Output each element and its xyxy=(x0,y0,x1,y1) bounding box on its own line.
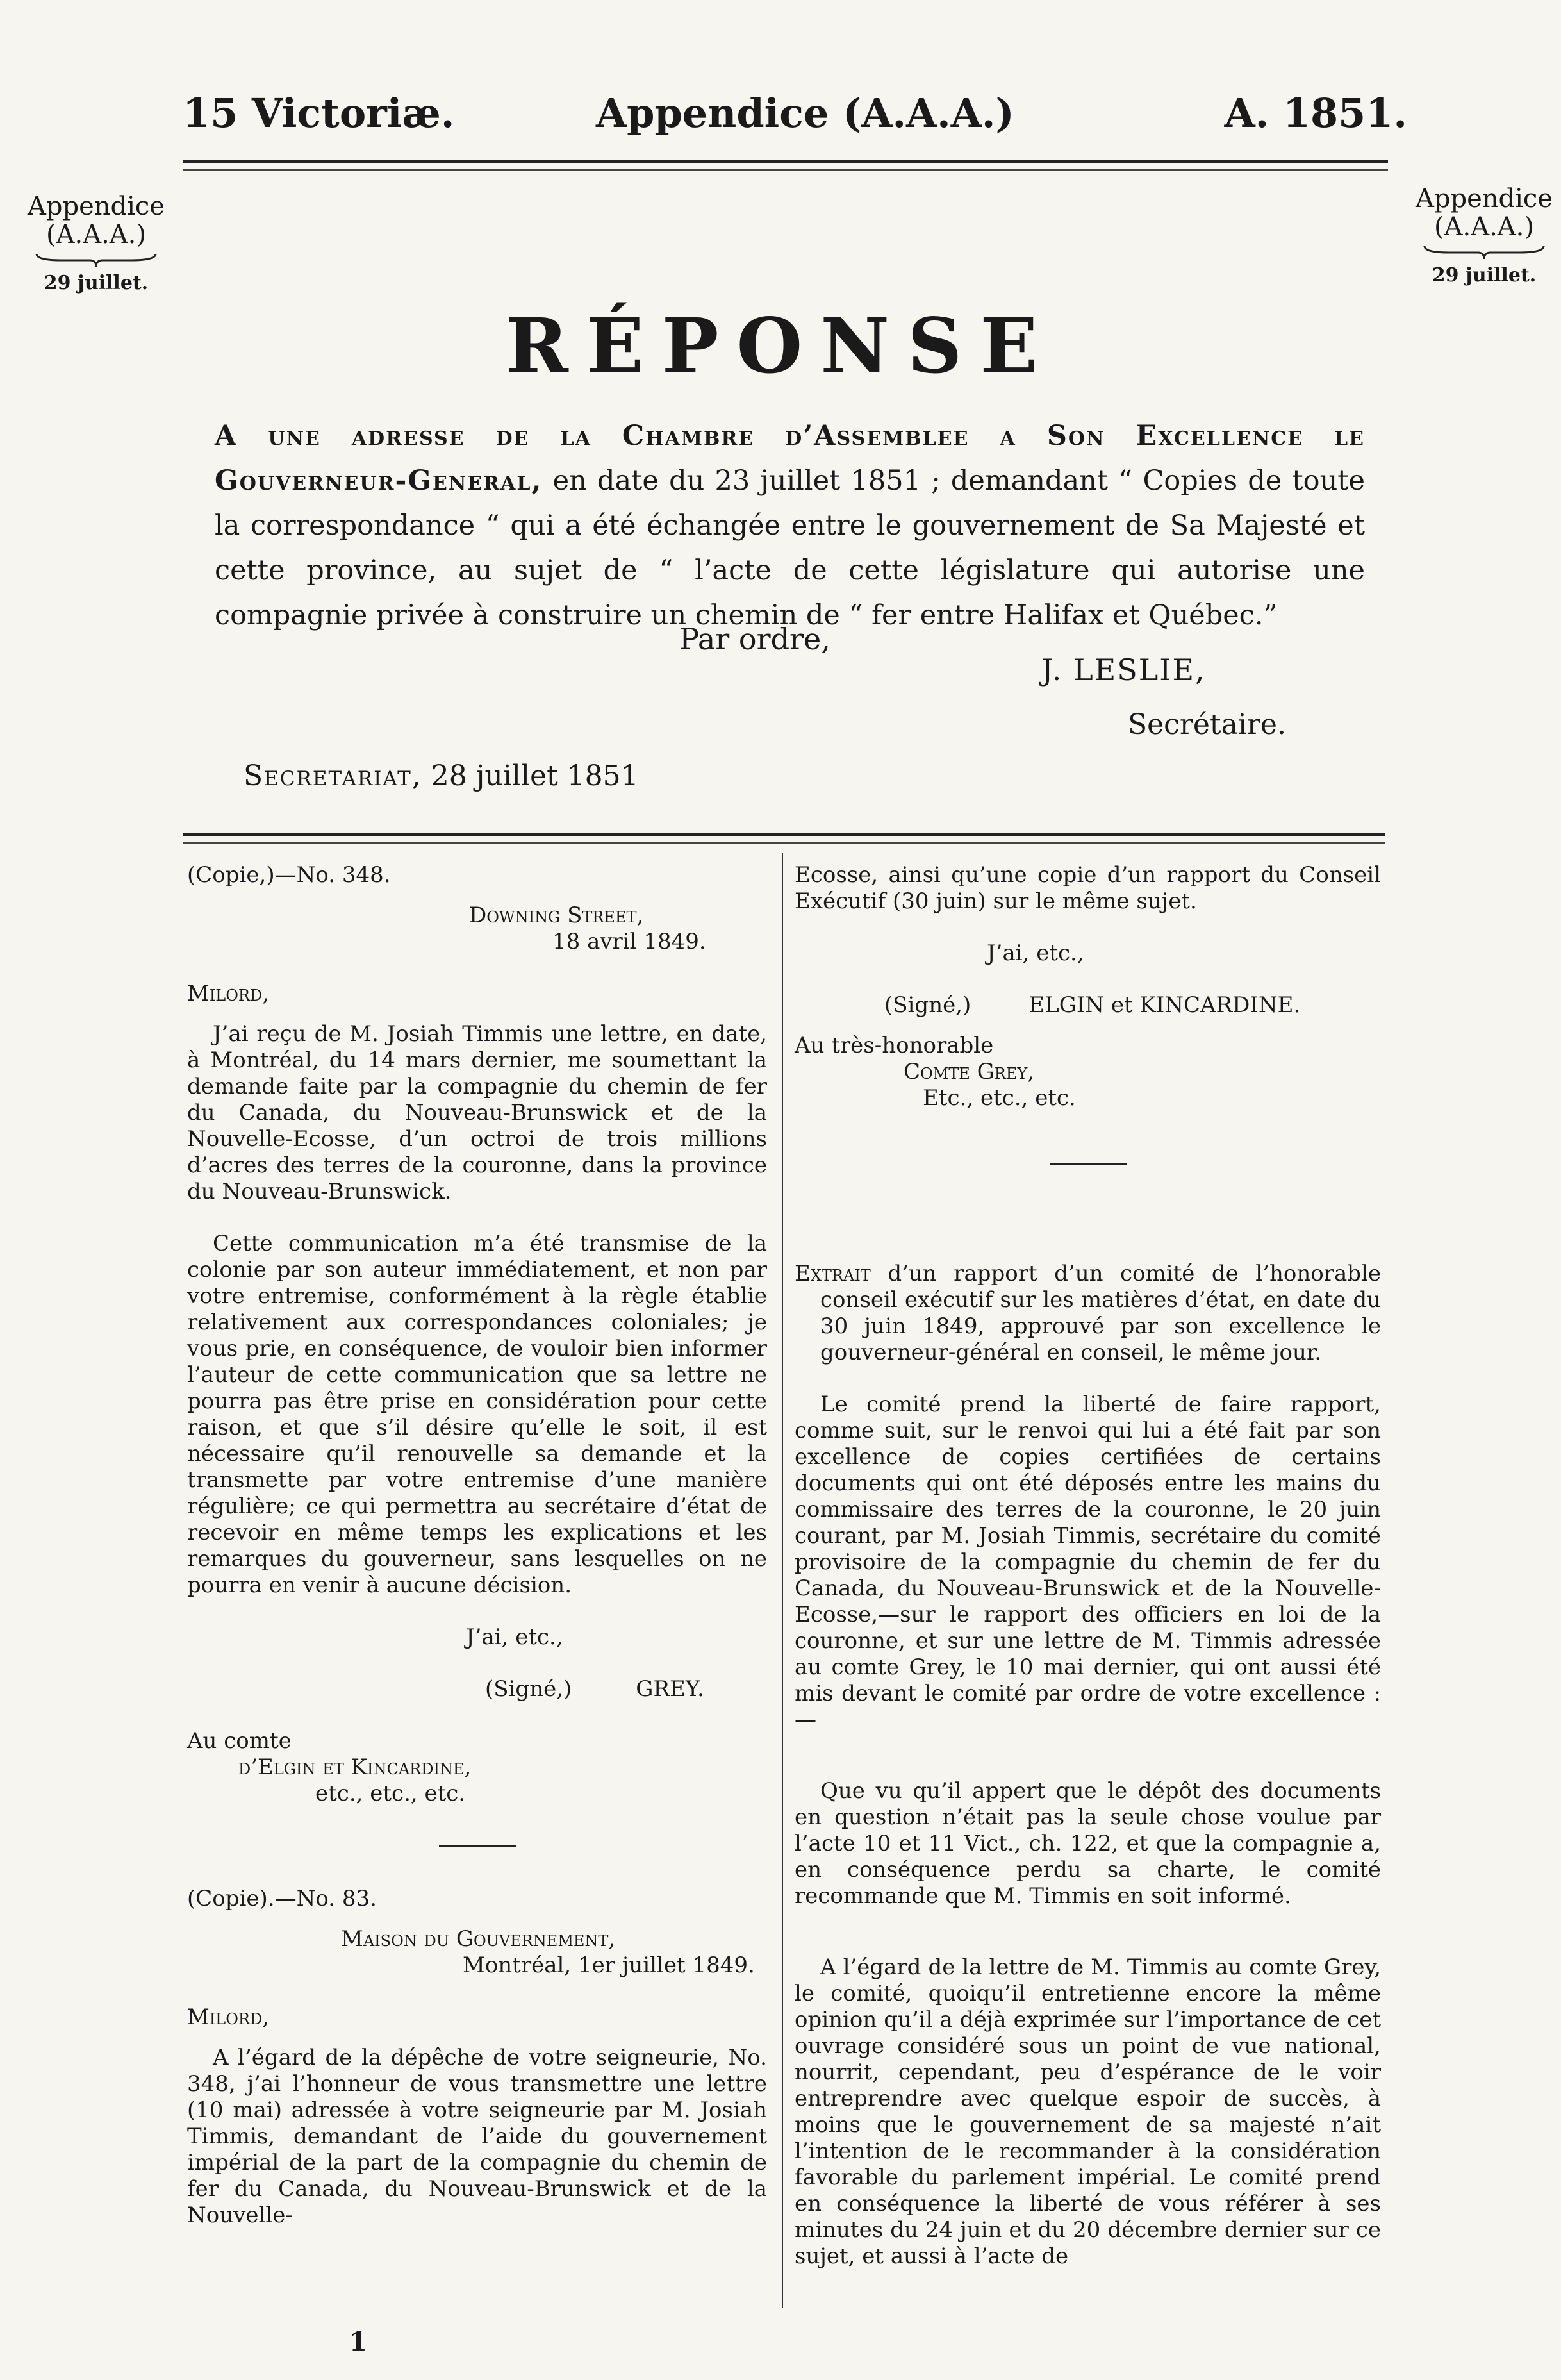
margin-note-left xyxy=(26,192,167,297)
letter1-signer: GREY. xyxy=(636,1676,704,1702)
right-closing: J’ai, etc., xyxy=(987,940,1084,966)
right-signature xyxy=(795,992,1381,1019)
letter1-addr3: etc., etc., etc. xyxy=(315,1781,466,1806)
intro-text: en date du 23 juillet 1851 ; demandant “ Copies de toute la correspondance “ qui a été échangée entre le gouvernement de Sa Majesté et cette province, au sujet de “ l’acte de cette législature qui autorise une compagnie privée à construire un chemin de “ fer entre Halifax et Québec.” xyxy=(215,465,1365,631)
letter1-signed: (Signé,) xyxy=(485,1676,572,1702)
header-left: 15 Victoriæ. xyxy=(183,90,455,137)
right-para1: Le comité prend la liberté de faire rapport, comme suit, sur le renvoi qui lui a été fait par son excellence de copies certifiées de certains documents qui ont été déposés entre les mains du commissaire des terres de la couronne, le 20 juin courant, par M. Josiah Timmis, secrétaire du comité provisoire de la compagnie du chemin de fer du Canada, du Nouveau-Brunswick et de la Nouvelle-Ecosse,—sur le rapport des officiers en loi de la couronne, et sur une lettre de M. Timmis adressée au comte Grey, le 10 mai dernier, qui ont aussi été mis devant le comité par ordre de votre excellence :— xyxy=(795,1392,1381,1733)
margin-code: (A.A.A.) xyxy=(45,220,146,249)
right-para2: Que vu qu’il appert que le dépôt des documents en question n’était pas la seule chose voulue par l’acte 10 et 11 Vict., ch. 122, et que la compagnie a, en conséquence perdu sa charte, le comité recommande que M. Timmis en soit informé. xyxy=(795,1778,1381,1909)
margin-note-right xyxy=(1414,185,1555,290)
intro-lead: A une adresse de la Chambre d’Assemblee a Son Excellence le Gouverneur-General, xyxy=(215,420,1365,497)
letter2-place-text: Maison du Gouvernement, xyxy=(341,1926,616,1952)
right-addr3: Etc., etc., etc. xyxy=(923,1085,1076,1111)
extrait-paragraph xyxy=(795,1261,1381,1366)
right-addr2: Comte Grey, xyxy=(904,1059,1035,1085)
letter1-addr1: Au comte xyxy=(187,1728,292,1754)
brace-icon xyxy=(1423,244,1545,260)
page-number: 1 xyxy=(349,2327,367,2357)
letter1-addr2: d’Elgin et Kincardine, xyxy=(238,1754,472,1780)
right-addr1: Au très-honorable xyxy=(795,1033,994,1058)
letter1-ref: (Copie,)—No. 348. xyxy=(187,862,391,888)
letter1-place-text: Downing Street, xyxy=(469,903,644,928)
letter1-salutation: Milord, xyxy=(187,981,270,1006)
margin-date: 29 juillet. xyxy=(44,272,149,294)
separator-rule xyxy=(439,1845,516,1847)
body-rule-thin xyxy=(183,842,1385,844)
letter2-salutation: Milord, xyxy=(187,2004,270,2030)
letter2-date: Montréal, 1er juillet 1849. xyxy=(463,1952,755,1978)
header-right: A. 1851. xyxy=(1224,90,1407,137)
extrait-text: d’un rapport d’un comité de l’honorable conseil exécutif sur les matières d’état, en date du 30 juin 1849, approuvé par son excellence le gouverneur-général en conseil, le même jour. xyxy=(820,1261,1381,1365)
letter1-closing: J’ai, etc., xyxy=(466,1624,563,1650)
signer-name: J. LESLIE, xyxy=(1041,653,1206,687)
par-ordre: Par ordre, xyxy=(679,622,830,656)
extrait-lead: Extrait xyxy=(795,1261,871,1286)
margin-date: 29 juillet. xyxy=(1432,264,1537,287)
left-column xyxy=(187,862,767,2229)
letter2-ref: (Copie).—No. 83. xyxy=(187,1886,377,1911)
right-signer: ELGIN et KINCARDINE. xyxy=(1028,992,1301,1018)
document-title: RÉPONSE xyxy=(505,301,1056,390)
letter1-para2: Cette communication m’a été transmise de la colonie par son auteur immédiatement, et non par votre entremise, conformément à la règle établie relativement aux correspondances coloniales; je vous prie, en conséquence, de vouloir bien informer l’auteur de cette communication que sa lettre ne pourra pas être prise en considération pour cette raison, et que s’il désire qu’elle le soit, il est nécessaire qu’il renouvelle sa demande et la transmette par votre entremise d’une manière régulière; ce qui permettra au secrétaire d’état de recevoir en même temps les explications et les remarques du gouverneur, sans lesquelles on ne pourra en venir à aucune décision. xyxy=(187,1231,767,1598)
letter1-para1: J’ai reçu de M. Josiah Timmis une lettre, en date, à Montréal, du 14 mars dernier, me soumettant la demande faite par la compagnie du chemin de fer du Canada, du Nouveau-Brunswick et de la Nouvelle-Ecosse, d’un octroi de trois millions d’acres des terres de la couronne, dans la province du Nouveau-Brunswick. xyxy=(187,1021,767,1204)
body-rule xyxy=(183,833,1385,836)
secretariat-line xyxy=(244,760,639,792)
margin-code: (A.A.A.) xyxy=(1433,212,1534,242)
signer-role: Secrétaire. xyxy=(1128,708,1286,741)
separator-rule xyxy=(1050,1163,1127,1165)
brace-icon xyxy=(35,251,157,268)
intro-paragraph xyxy=(215,413,1365,638)
column-divider xyxy=(782,853,783,2308)
header-rule-thin xyxy=(183,169,1388,171)
right-signed: (Signé,) xyxy=(884,992,971,1018)
header-center: Appendice (A.A.A.) xyxy=(596,90,1014,137)
right-column xyxy=(795,862,1381,2270)
header-rule xyxy=(183,160,1388,163)
margin-label: Appendice xyxy=(27,192,165,221)
letter2-place xyxy=(187,1926,767,1952)
letter2-para1: A l’égard de la dépêche de votre seigneurie, No. 348, j’ai l’honneur de vous transmettre une lettre (10 mai) adressée à votre seigneurie par M. Josiah Timmis, demandant de l’aide du gouvernement impérial de la part de la compagnie du chemin de fer du Canada, du Nouveau-Brunswick et de la Nouvelle- xyxy=(187,2045,767,2228)
letter1-place xyxy=(187,903,767,929)
secretariat-date: 28 juillet 1851 xyxy=(422,760,639,792)
letter1-signature xyxy=(187,1676,767,1702)
secretariat-label: Secretariat, xyxy=(244,760,422,792)
letter1-date: 18 avril 1849. xyxy=(552,929,706,954)
right-cont: Ecosse, ainsi qu’une copie d’un rapport du Conseil Exécutif (30 juin) sur le même sujet. xyxy=(795,862,1381,914)
margin-label: Appendice xyxy=(1415,184,1553,213)
right-para3: A l’égard de la lettre de M. Timmis au comte Grey, le comité, quoiqu’il entretienne encore la même opinion qu’il a déjà exprimée sur l’importance de cet ouvrage considéré sous un point de vue national, nourrit, cependant, peu d’espérance de le voir entreprendre avec quelque espoir de succès, à moins que le gouvernement de sa majesté n’ait l’intention de le recommander à la considération favorable du parlement impérial. Le comité prend en conséquence la liberté de vous référer à ses minutes du 24 juin et du 20 décembre dernier sur ce sujet, et aussi à l’acte de xyxy=(795,1954,1381,2269)
